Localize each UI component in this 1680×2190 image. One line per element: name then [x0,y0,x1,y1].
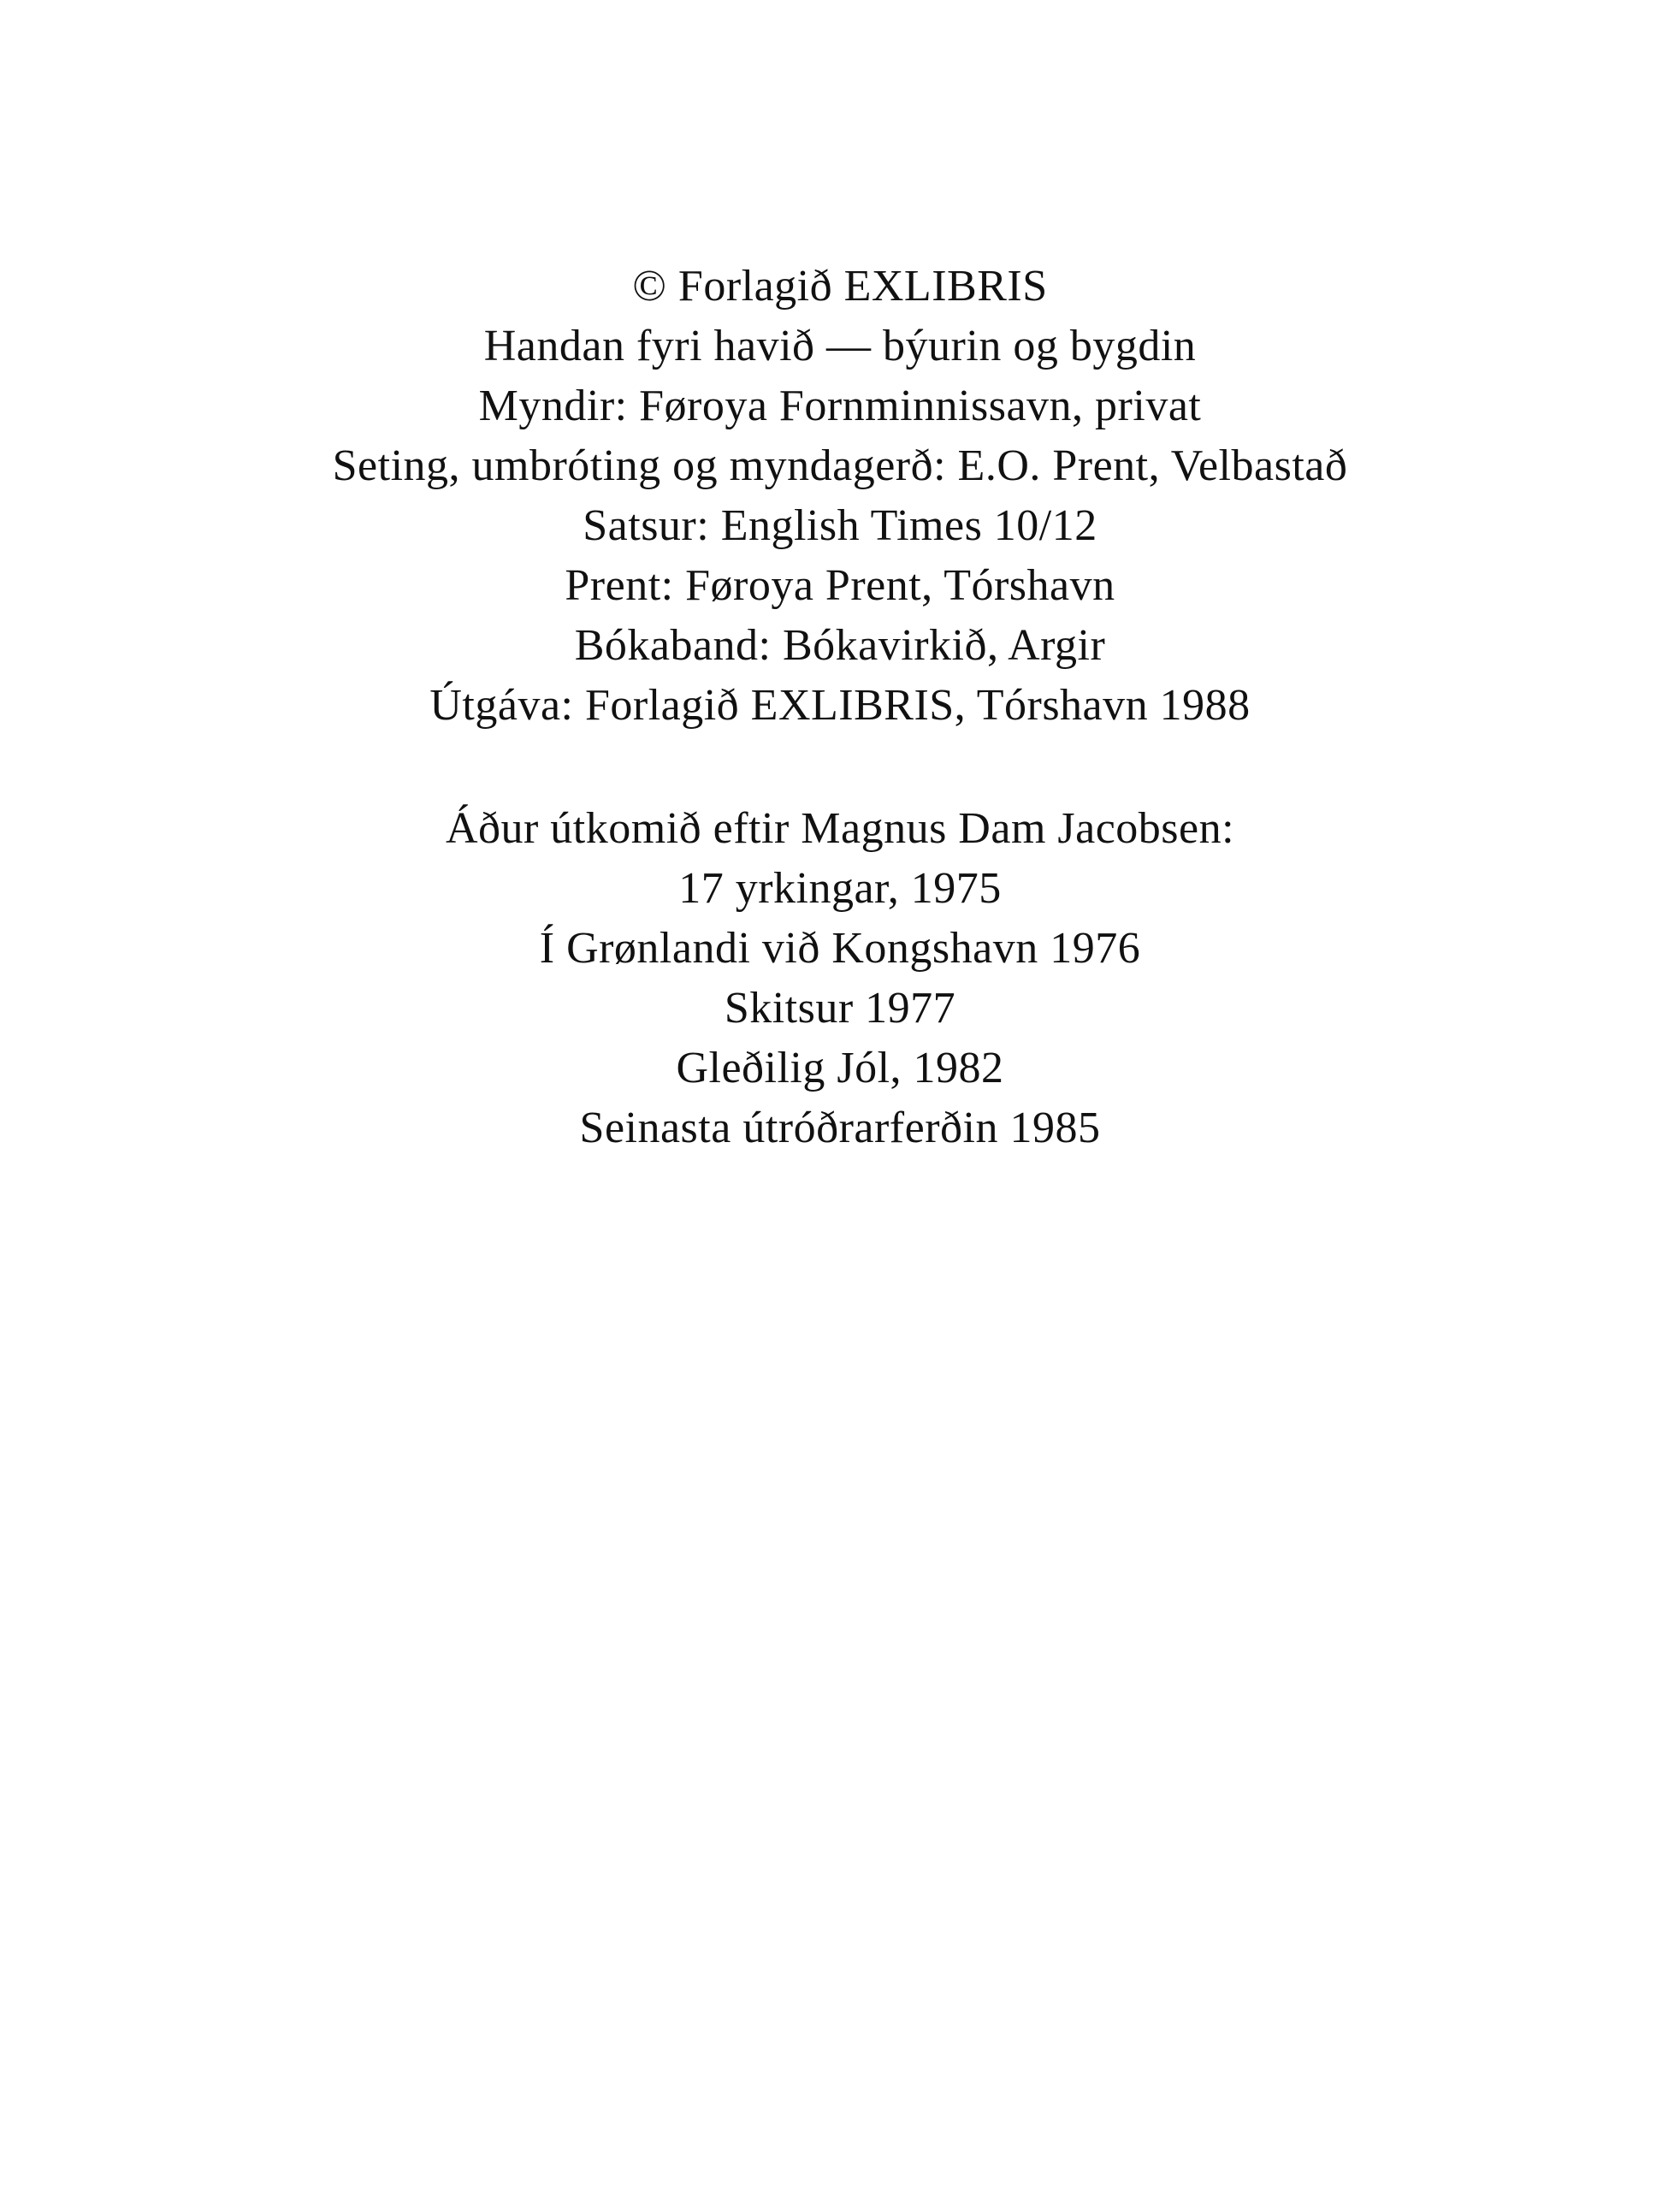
publisher-line: Útgáva: Forlagið EXLIBRIS, Tórshavn 1988 [429,681,1251,730]
typesetting-credit-line: Seting, umbróting og myndagerð: E.O. Prent, Velbastað [332,441,1348,490]
images-credit-line: Myndir: Føroya Fornminnissavn, privat [478,382,1202,430]
previous-works-heading: Áður útkomið eftir Magnus Dam Jacobsen: [445,804,1235,853]
publication-credits [0,257,1680,736]
book-title-line: Handan fyri havið — býurin og bygdin [483,322,1197,370]
printer-line: Prent: Føroya Prent, Tórshavn [565,561,1115,610]
previous-work-item: Gleðilig Jól, 1982 [676,1044,1004,1092]
previous-work-item: 17 yrkingar, 1975 [678,864,1002,913]
previous-work-item: Seinasta útróðrarferðin 1985 [579,1104,1101,1152]
previous-work-item: Skitsur 1977 [724,984,956,1033]
binding-line: Bókaband: Bókavirkið, Argir [574,621,1106,670]
previous-work-item: Í Grønlandi við Kongshavn 1976 [539,924,1141,973]
previous-works [0,799,1680,1158]
copyright-line: © Forlagið EXLIBRIS [632,262,1048,311]
typeface-line: Satsur: English Times 10/12 [583,501,1097,550]
